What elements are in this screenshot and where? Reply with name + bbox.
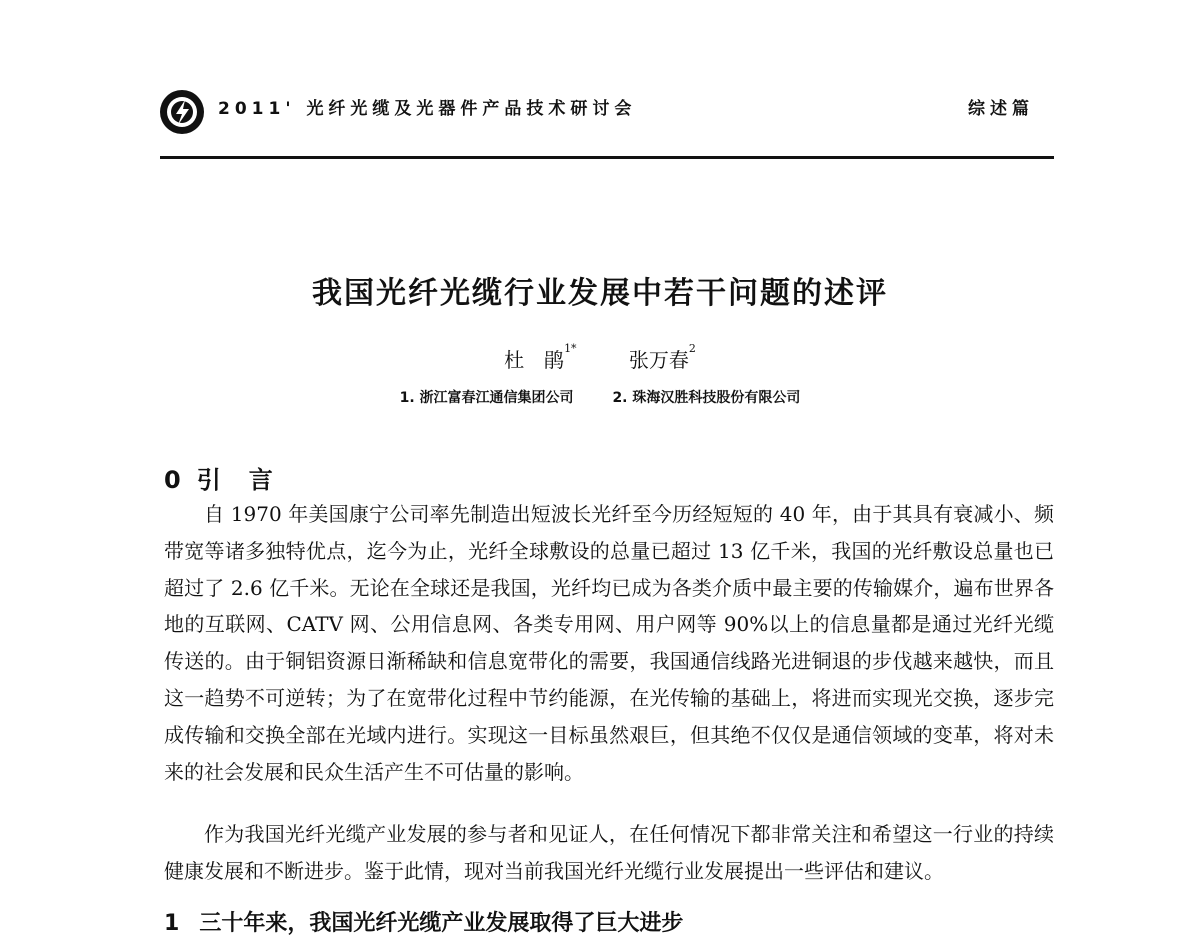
section-number: 1: [164, 911, 180, 936]
affiliation-2: 2. 珠海汉胜科技股份有限公司: [612, 390, 801, 406]
author-list: [0, 344, 1200, 373]
section-heading-progress: [164, 906, 683, 937]
conference-logo-icon: [158, 88, 206, 136]
section-category: 综述篇: [968, 99, 1034, 119]
affiliation-1: 1. 浙江富春江通信集团公司: [399, 390, 574, 406]
author-name: 杜 鹃: [504, 348, 565, 372]
section-heading-intro: [164, 460, 275, 495]
section-title: 引 言: [196, 466, 275, 494]
body-paragraph-1: 自 1970 年美国康宁公司率先制造出短波长光纤至今历经短短的 40 年，由于其具有衰减小、频带宽等诸多独特优点，迄今为止，光纤全球敷设的总量已超过 13 亿千米，我国的光纤敷设总量也已超过了 2.6 亿千米。无论在全球还是我国，光纤均已成为各类介质中最主要的传输媒介，遍布世界各地的互联网、CATV 网、公用信息网、各类专用网、用户网等 90%以上的信息量都是通过光纤光缆传送的。由于铜铝资源日渐稀缺和信息宽带化的需要，我国通信线路光进铜退的步伐越来越快，而且这一趋势不可逆转；为了在宽带化过程中节约能源，在光传输的基础上，将进而实现光交换，逐步完成传输和交换全部在光域内进行。实现这一目标虽然艰巨，但其绝不仅仅是通信领域的变革，将对未来的社会发展和民众生活产生不可估量的影响。: [164, 502, 1054, 784]
author-name: 张万春: [628, 348, 689, 372]
header-divider: [160, 156, 1054, 159]
affiliation-list: [0, 387, 1200, 407]
body-paragraph-2: 作为我国光纤光缆产业发展的参与者和见证人，在任何情况下都非常关注和希望这一行业的持续健康发展和不断进步。鉴于此情，现对当前我国光纤光缆行业发展提出一些评估和建议。: [164, 822, 1054, 883]
author-2: [629, 344, 696, 373]
author-affiliation-mark: 1*: [564, 342, 577, 355]
author-1: [504, 344, 577, 373]
author-affiliation-mark: 2: [688, 342, 696, 355]
section-number: 0: [164, 466, 183, 494]
section-title: 三十年来，我国光纤光缆产业发展取得了巨大进步: [199, 911, 684, 936]
paper-title: 我国光纤光缆行业发展中若干问题的述评: [312, 276, 888, 311]
conference-name: 2011' 光纤光缆及光器件产品技术研讨会: [218, 99, 637, 119]
